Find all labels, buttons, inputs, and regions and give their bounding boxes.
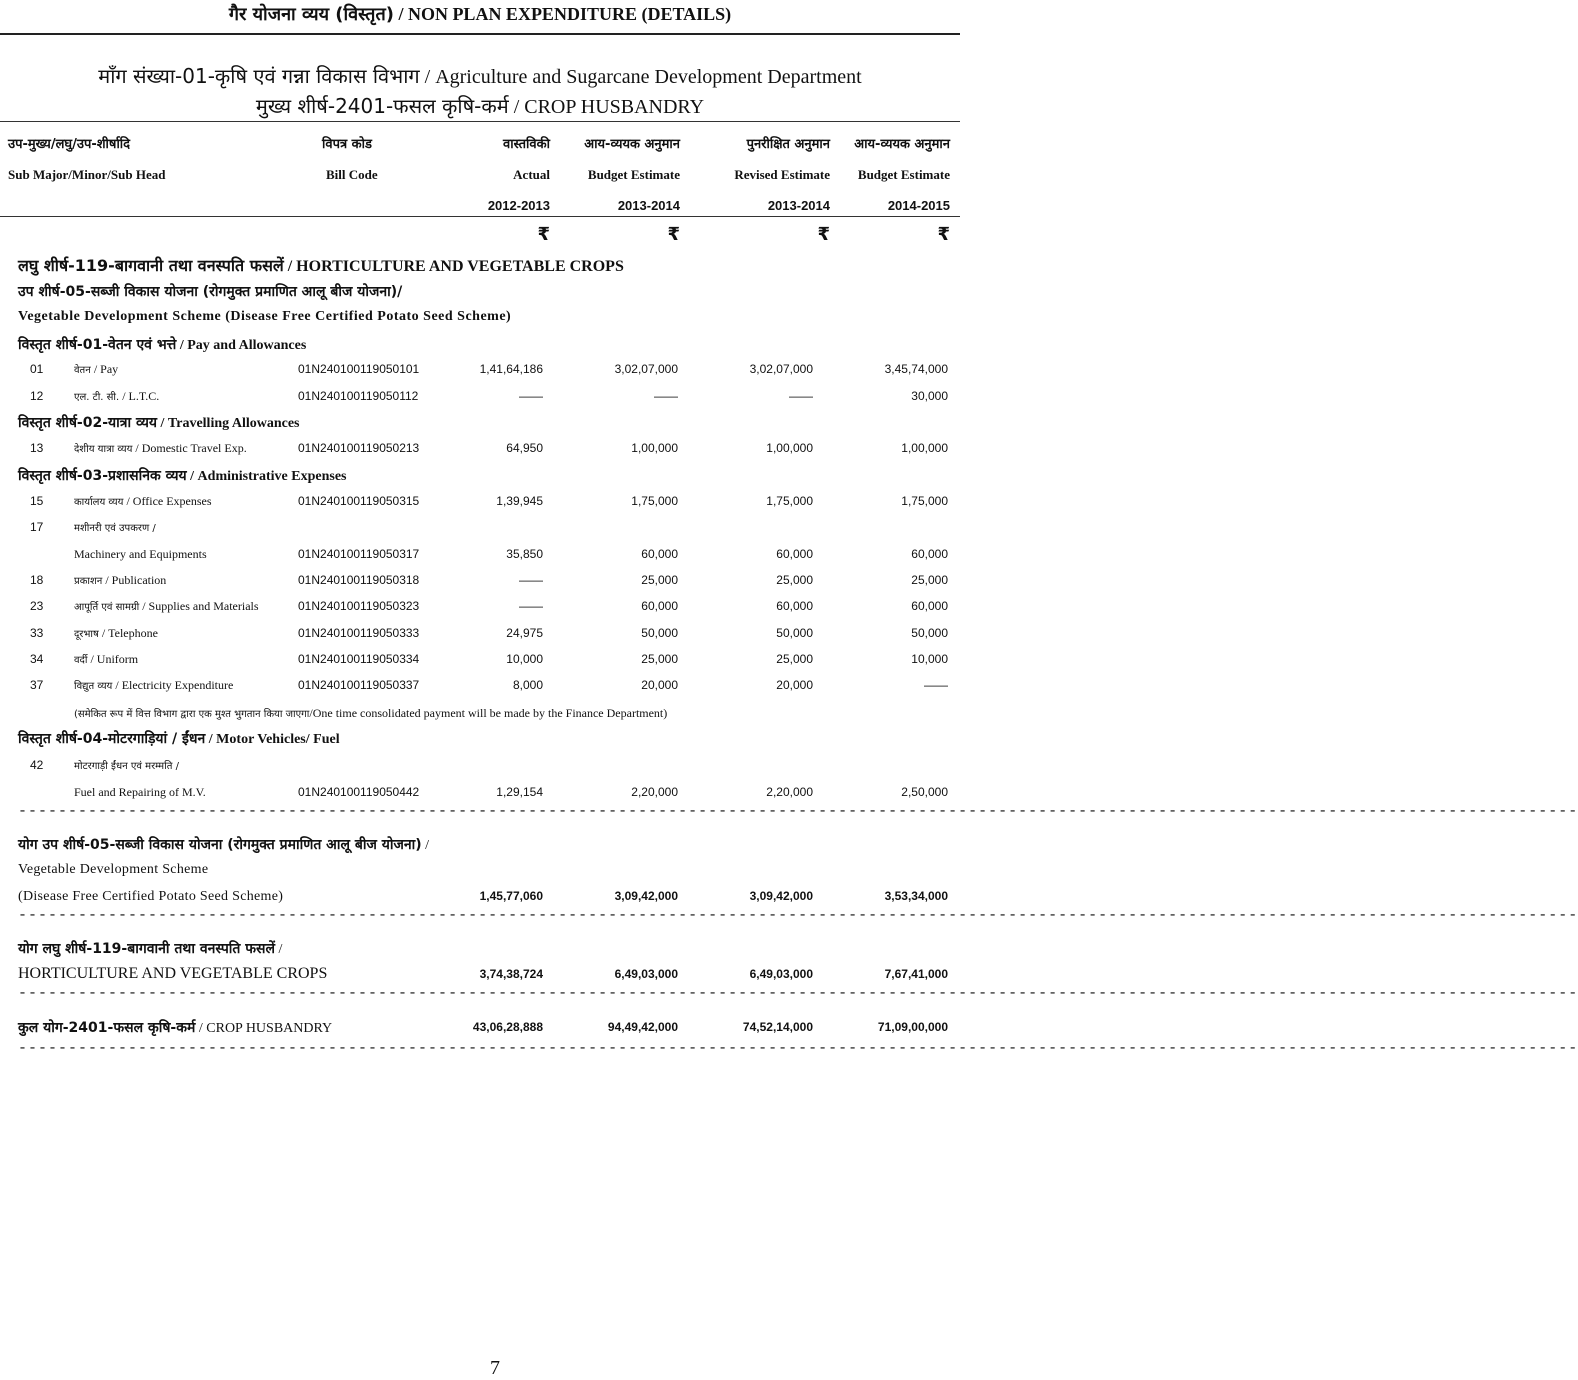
be2-value: 60,000 — [911, 599, 948, 613]
sub-head-english: Vegetable Development Scheme (Disease Free Certified Potato Seed Scheme) — [18, 309, 512, 324]
re-value: 25,000 — [776, 573, 813, 587]
col-actual-hindi: वास्तविकी — [502, 137, 550, 152]
be2-value: 50,000 — [911, 626, 948, 640]
row-number: 37 — [30, 678, 44, 692]
row-label-english: Fuel and Repairing of M.V. — [74, 785, 206, 799]
dashed-divider: ------------------------------------------------------------------------------------------------------------------------------------------------------------ — [18, 803, 1578, 820]
bill-code: 01N240100119050112 — [298, 389, 419, 403]
bill-code: 01N240100119050323 — [298, 599, 420, 613]
majorhead-total-title — [18, 1018, 332, 1037]
row-label-hindi: वेतन — [74, 365, 91, 376]
row-number: 33 — [30, 626, 44, 640]
actual-value: 1,29,154 — [496, 785, 543, 799]
row-label — [74, 599, 259, 614]
re-value: 3,02,07,000 — [749, 362, 813, 376]
col-be2-english: Budget Estimate — [857, 167, 950, 182]
dashed-divider: ------------------------------------------------------------------------------------------------------------------------------------------------------------ — [18, 907, 1578, 924]
row-label — [74, 652, 138, 667]
row-label-hindi: आपूर्ति एवं सामग्री — [74, 602, 140, 613]
minorhead-total-actual: 3,74,38,724 — [479, 967, 543, 981]
row-label — [74, 678, 233, 693]
minor-head-english: / HORTICULTURE AND VEGETABLE CROPS — [287, 258, 624, 275]
row-label — [74, 441, 247, 456]
be2-value: 2,50,000 — [901, 785, 948, 799]
be1-value: 25,000 — [641, 652, 678, 666]
bill-code: 01N240100119050442 — [298, 785, 420, 799]
re-value: 60,000 — [776, 599, 813, 613]
row-label — [74, 389, 159, 404]
minorhead-total-be2: 7,67,41,000 — [884, 967, 948, 981]
col-actual-english: Actual — [513, 167, 550, 182]
row-label-hindi: विद्युत व्यय — [74, 681, 113, 692]
majorhead-total-be1: 94,49,42,000 — [607, 1020, 678, 1034]
actual-value: —— — [519, 599, 543, 613]
be1-value: 60,000 — [641, 599, 678, 613]
detail-head-04-english: / Motor Vehicles/ Fuel — [208, 732, 340, 747]
majorhead-total-actual: 43,06,28,888 — [472, 1020, 543, 1034]
bill-code: 01N240100119050333 — [298, 626, 420, 640]
minorhead-total-slash: / — [278, 942, 283, 957]
page-title-english: / NON PLAN EXPENDITURE (DETAILS) — [398, 4, 732, 24]
row-label-hindi: देशीय यात्रा व्यय — [74, 444, 133, 455]
actual-value: —— — [519, 389, 543, 403]
payment-note — [74, 706, 667, 721]
detail-head-02-english: / Travelling Allowances — [160, 416, 300, 431]
be2-value: 1,00,000 — [901, 441, 948, 455]
be1-value: 50,000 — [641, 626, 678, 640]
detail-head-01-english: / Pay and Allowances — [179, 338, 307, 353]
row-label-hindi: एल. टी. सी. — [74, 392, 120, 403]
row-label-hindi: दूरभाष — [74, 629, 99, 640]
actual-value: 35,850 — [506, 547, 543, 561]
dashed-divider: ------------------------------------------------------------------------------------------------------------------------------------------------------------ — [18, 1040, 1578, 1057]
be1-value: 1,75,000 — [631, 494, 678, 508]
row-label — [74, 573, 166, 588]
re-value: 50,000 — [776, 626, 813, 640]
re-value: 1,75,000 — [766, 494, 813, 508]
demand-heading-hindi: माँग संख्या-01-कृषि एवं गन्ना विकास विभाग — [98, 64, 420, 88]
be2-value: 3,45,74,000 — [884, 362, 948, 376]
actual-value: 8,000 — [512, 678, 543, 692]
minorhead-total-title — [18, 939, 282, 958]
be2-value: 30,000 — [911, 389, 948, 403]
column-header-top-rule — [0, 121, 960, 122]
bill-code: 01N240100119050315 — [298, 494, 420, 508]
column-header-bottom-rule — [0, 216, 960, 217]
row-label-english: Machinery and Equipments — [74, 547, 207, 561]
detail-head-02-hindi: विस्तृत शीर्ष-02-यात्रा व्यय — [18, 415, 158, 431]
row-label-english: / Telephone — [101, 626, 158, 640]
row-number: 18 — [30, 573, 44, 587]
page-title — [0, 2, 960, 26]
majorhead-total-hindi: कुल योग-2401-फसल कृषि-कर्म — [18, 1020, 196, 1036]
re-value: 60,000 — [776, 547, 813, 561]
bill-code: 01N240100119050101 — [298, 362, 420, 376]
subhead-total-be1: 3,09,42,000 — [614, 889, 678, 903]
subhead-total-hindi: योग उप शीर्ष-05-सब्जी विकास योजना (रोगमुक्त प्रमाणित आलू बीज योजना) — [18, 837, 422, 853]
be1-value: 25,000 — [641, 573, 678, 587]
col-bill-hindi: विपत्र कोड — [322, 137, 372, 152]
col-head-english: Sub Major/Minor/Sub Head — [8, 167, 166, 182]
be2-value: 10,000 — [911, 652, 948, 666]
re-value: 2,20,000 — [766, 785, 813, 799]
rupee-symbol-actual: ₹ — [537, 224, 550, 245]
col-be1-english: Budget Estimate — [587, 167, 680, 182]
be2-value: 60,000 — [911, 547, 948, 561]
be2-value: 1,75,000 — [901, 494, 948, 508]
be1-value: —— — [654, 389, 678, 403]
row-label-english: / Publication — [105, 573, 167, 587]
rupee-symbol-be1: ₹ — [667, 224, 680, 245]
col-re-english: Revised Estimate — [734, 167, 830, 182]
page-title-hindi: गैर योजना व्यय (विस्तृत) — [228, 4, 394, 25]
row-label-english: / Domestic Travel Exp. — [135, 441, 247, 455]
detail-head-03-english: / Administrative Expenses — [190, 469, 347, 484]
row-label-hindi: कार्यालय व्यय — [74, 497, 124, 508]
be1-value: 60,000 — [641, 547, 678, 561]
minorhead-total-be1: 6,49,03,000 — [614, 967, 678, 981]
bill-code: 01N240100119050334 — [298, 652, 420, 666]
actual-value: 1,39,945 — [496, 494, 543, 508]
major-head-hindi: मुख्य शीर्ष-2401-फसल कृषि-कर्म — [255, 94, 509, 118]
actual-value: —— — [519, 573, 543, 587]
minorhead-total-english: HORTICULTURE AND VEGETABLE CROPS — [18, 965, 328, 982]
major-head-english: / CROP HUSBANDRY — [513, 96, 705, 118]
row-label-english: / Pay — [93, 362, 119, 376]
payment-note-english: /One time consolidated payment will be made by the Finance Department) — [309, 706, 668, 720]
header-rule — [0, 33, 960, 35]
row-number: 42 — [30, 758, 44, 772]
row-label-english: / Uniform — [90, 652, 139, 666]
row-number: 23 — [30, 599, 44, 613]
col-be1-hindi: आय-व्ययक अनुमान — [584, 137, 680, 152]
row-number: 12 — [30, 389, 44, 403]
detail-head-02 — [18, 413, 300, 432]
bill-code: 01N240100119050213 — [298, 441, 420, 455]
row-label — [74, 362, 118, 377]
minor-head-title — [18, 254, 624, 276]
col-actual-year: 2012-2013 — [487, 198, 550, 213]
re-value: 1,00,000 — [766, 441, 813, 455]
detail-head-01 — [18, 335, 306, 354]
col-re-hindi: पुनरीक्षित अनुमान — [746, 137, 830, 152]
row-label-hindi: मोटरगाड़ी ईंधन एवं मरम्मति / — [74, 761, 179, 772]
be1-value: 1,00,000 — [631, 441, 678, 455]
subhead-total-be2: 3,53,34,000 — [884, 889, 948, 903]
payment-note-hindi: (समेकित रूप में वित्त विभाग द्वारा एक मुश्त भुगतान किया जाएगा — [74, 709, 310, 720]
row-label-english: / Office Expenses — [126, 494, 212, 508]
subhead-total-slash: / — [425, 838, 430, 853]
row-label-english: / L.T.C. — [122, 389, 160, 403]
re-value: 25,000 — [776, 652, 813, 666]
col-re-year: 2013-2014 — [767, 198, 830, 213]
subhead-total-title — [18, 835, 429, 854]
row-label — [74, 626, 158, 641]
minor-head-hindi: लघु शीर्ष-119-बागवानी तथा वनस्पति फसलें — [18, 256, 284, 275]
row-number: 15 — [30, 494, 44, 508]
row-number: 34 — [30, 652, 44, 666]
majorhead-total-re: 74,52,14,000 — [742, 1020, 813, 1034]
col-be2-year: 2014-2015 — [887, 198, 950, 213]
demand-heading — [0, 62, 960, 89]
row-label-hindi: प्रकाशन — [74, 576, 103, 587]
be2-value: 25,000 — [911, 573, 948, 587]
row-label — [74, 494, 212, 509]
row-number: 13 — [30, 441, 44, 455]
rupee-symbol-be2: ₹ — [937, 224, 950, 245]
row-label-hindi: मशीनरी एवं उपकरण / — [74, 523, 156, 534]
minorhead-total-hindi: योग लघु शीर्ष-119-बागवानी तथा वनस्पति फसलें — [18, 941, 276, 957]
major-head-heading — [0, 92, 960, 119]
row-label-hindi: वर्दी — [74, 655, 88, 666]
bill-code: 01N240100119050317 — [298, 547, 420, 561]
be1-value: 20,000 — [641, 678, 678, 692]
subhead-total-english-1: Vegetable Development Scheme — [18, 862, 209, 877]
row-label-english: / Supplies and Materials — [142, 599, 259, 613]
detail-head-03 — [18, 466, 347, 485]
sub-head-hindi: उप शीर्ष-05-सब्जी विकास योजना (रोगमुक्त प्रमाणित आलू बीज योजना)/ — [18, 284, 403, 300]
subhead-total-actual: 1,45,77,060 — [479, 889, 543, 903]
re-value: 20,000 — [776, 678, 813, 692]
actual-value: 10,000 — [506, 652, 543, 666]
rupee-symbol-re: ₹ — [817, 224, 830, 245]
col-head-hindi: उप-मुख्य/लघु/उप-शीर्षादि — [8, 137, 131, 152]
row-number: 01 — [30, 362, 44, 376]
row-label-english: / Electricity Expenditure — [115, 678, 234, 692]
majorhead-total-english: / CROP HUSBANDRY — [198, 1021, 333, 1036]
detail-head-01-hindi: विस्तृत शीर्ष-01-वेतन एवं भत्ते — [18, 337, 177, 353]
re-value: —— — [789, 389, 813, 403]
minorhead-total-re: 6,49,03,000 — [749, 967, 813, 981]
col-bill-english: Bill Code — [326, 167, 378, 182]
actual-value: 1,41,64,186 — [479, 362, 543, 376]
col-be1-year: 2013-2014 — [617, 198, 680, 213]
subhead-total-re: 3,09,42,000 — [749, 889, 813, 903]
detail-head-04 — [18, 729, 340, 748]
detail-head-03-hindi: विस्तृत शीर्ष-03-प्रशासनिक व्यय — [18, 468, 187, 484]
be1-value: 2,20,000 — [631, 785, 678, 799]
demand-heading-english: / Agriculture and Sugarcane Development Department — [424, 66, 862, 88]
dashed-divider: ------------------------------------------------------------------------------------------------------------------------------------------------------------ — [18, 985, 1578, 1002]
page-number: 7 — [490, 1357, 500, 1379]
bill-code: 01N240100119050337 — [298, 678, 420, 692]
actual-value: 24,975 — [506, 626, 543, 640]
majorhead-total-be2: 71,09,00,000 — [877, 1020, 948, 1034]
col-be2-hindi: आय-व्ययक अनुमान — [854, 137, 950, 152]
detail-head-04-hindi: विस्तृत शीर्ष-04-मोटरगाड़ियां / ईंधन — [18, 731, 206, 747]
bill-code: 01N240100119050318 — [298, 573, 420, 587]
be2-value: —— — [924, 678, 948, 692]
subhead-total-english-2: (Disease Free Certified Potato Seed Scheme) — [18, 889, 284, 904]
actual-value: 64,950 — [506, 441, 543, 455]
row-number: 17 — [30, 520, 44, 534]
be1-value: 3,02,07,000 — [614, 362, 678, 376]
